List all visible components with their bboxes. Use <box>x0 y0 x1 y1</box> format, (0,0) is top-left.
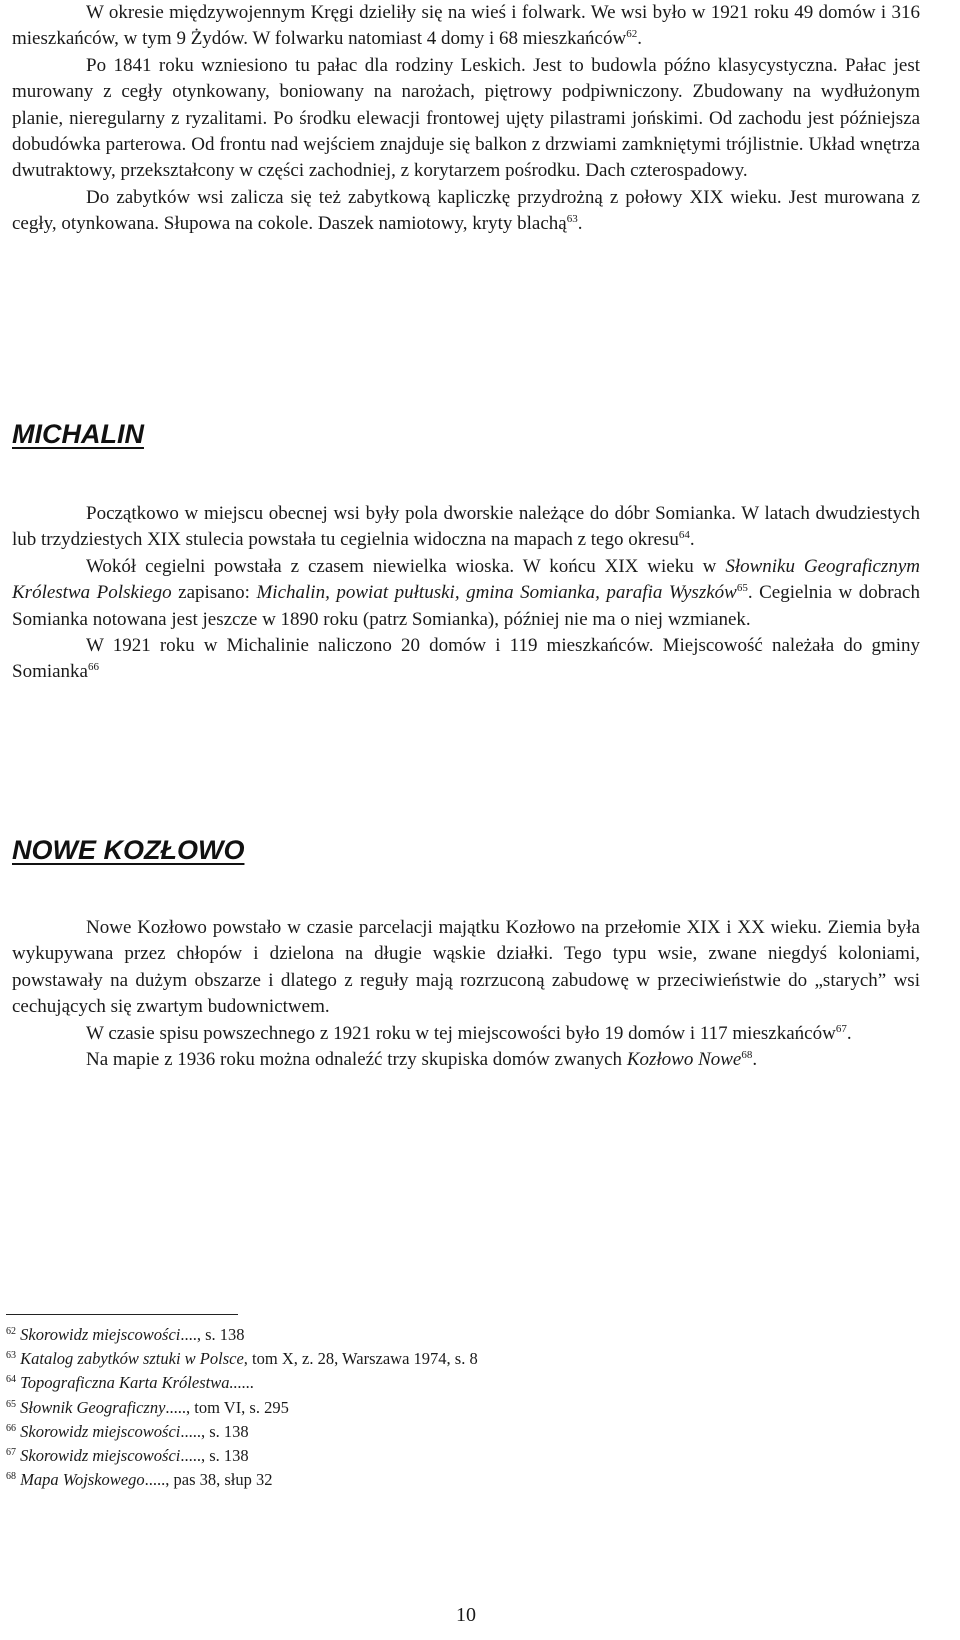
footnote-number: 68 <box>6 1471 16 1483</box>
footnote-ref[interactable]: 65 <box>736 582 748 595</box>
paragraph-text: . <box>637 28 642 50</box>
footnote-title: Mapa Wojskowego <box>20 1470 145 1490</box>
footnotes <box>6 1323 906 1492</box>
paragraph-text: Do zabytków wsi zalicza się też zabytkową kapliczkę przydrożną z połowy XIX wieku. Jest murowana z cegły, otynkowana. Słupowa na cokole. Daszek namiotowy, kryty blachą <box>12 186 920 235</box>
paragraph-text: W 1921 roku w Michalinie naliczono 20 domów i 119 mieszkańców. Miejscowość należała do gminy Somianka <box>12 635 920 683</box>
footnote-title: Skorowidz miejscowości <box>20 1325 181 1344</box>
footnote-title: Skorowidz miejscowości <box>20 1421 181 1441</box>
footnote-item <box>6 1396 906 1420</box>
footnote-text: ....., pas 38, słup 32 <box>144 1470 273 1490</box>
footnote-item <box>6 1444 906 1468</box>
paragraph-text: . Cegielnia w dobrach Somianka notowana jest jeszcze w 1890 roku (patrz Somianka), później nie ma o niej wzmianek. <box>12 582 920 630</box>
section-krегi-continuation <box>12 0 920 238</box>
paragraph: Nowe Kozłowo powstało w czasie parcelacji majątku Kozłowo na przełomie XIX i XX wieku. Ziemia była wykupywana przez chłopów i dzielona na długie wąskie działki. Tego typu wsie, zwane niegdyś koloniami, powstawały na dużym obszarze i dlatego z reguły mają rozrzuconą zabudowę w przeciwieństwie do „starych” wsi cechujących się zwartym budownictwem. <box>12 917 920 1018</box>
page-number: 10 <box>456 1604 476 1626</box>
footnote-title: Skorowidz miejscowości <box>20 1446 181 1466</box>
footnote-divider <box>6 1314 238 1315</box>
footnote-title: Topograficzna Karta Królestwa...... <box>20 1373 255 1393</box>
paragraph-text: Wokół cegielni powstała z czasem niewielka wioska. W końcu XIX wieku w <box>86 555 726 577</box>
paragraph-text: . <box>689 529 695 551</box>
footnote-title: Słownik Geograficzny <box>20 1397 166 1417</box>
paragraph-text: Na mapie z 1936 roku można odnaleźć trzy skupiska domów zwanych <box>86 1049 627 1071</box>
italic-quote: Michalin, powiat pułtuski, gmina Somianka, parafia Wyszków <box>256 582 737 604</box>
footnote-number: 65 <box>6 1398 16 1410</box>
footnote-number: 63 <box>6 1350 16 1362</box>
footnote-item <box>6 1323 906 1347</box>
paragraph-text: Początkowo w miejscu obecnej wsi były pola dworskie należące do dóbr Somianka. W latach dwudziestych lub trzydziestych XIX stulecia powstała tu cegielnia widoczna na mapach z tego okresu <box>12 503 920 551</box>
footnote-ref[interactable]: 62 <box>626 28 638 41</box>
footnote-ref[interactable]: 68 <box>741 1049 753 1062</box>
footnote-ref[interactable]: 64 <box>678 529 690 542</box>
footnote-number: 64 <box>6 1374 16 1386</box>
paragraph <box>12 554 920 633</box>
footnote-number: 67 <box>6 1447 16 1459</box>
paragraph-text: . <box>752 1049 758 1071</box>
paragraph <box>12 501 920 554</box>
italic-title: Słowniku Geograficznym Królestwa Polskiego <box>12 555 920 604</box>
paragraph-text: zapisano: <box>171 582 257 604</box>
footnote-ref[interactable]: 63 <box>566 213 578 226</box>
paragraph-text: W okresie międzywojennym Kręgi dzieliły się na wieś i folwark. We wsi było w 1921 roku 49 domów i 316 mieszkańców, w tym 9 Żydów. W folwarku natomiast 4 domy i 68 mieszkańców <box>12 2 920 50</box>
footnote-text: ....., tom VI, s. 295 <box>165 1397 289 1417</box>
paragraph <box>12 185 920 238</box>
footnote-ref[interactable]: 67 <box>835 1022 847 1035</box>
section-nowe-kozlowo <box>12 915 920 1073</box>
footnote-text: ...., s. 138 <box>180 1325 245 1344</box>
paragraph <box>12 0 920 53</box>
footnote-item <box>6 1371 906 1395</box>
footnote-ref[interactable]: 66 <box>88 661 99 674</box>
section-heading-nowe-kozlowo: NOWE KOZŁOWO <box>12 835 245 865</box>
footnote-title: Katalog zabytków sztuki w Polsce <box>20 1349 244 1369</box>
footnote-item <box>6 1347 906 1371</box>
section-michalin <box>12 501 920 686</box>
footnote-text: ....., s. 138 <box>180 1421 249 1441</box>
footnote-text: , tom X, z. 28, Warszawa 1974, s. 8 <box>243 1349 478 1369</box>
footnote-number: 62 <box>6 1326 16 1337</box>
footnote-item <box>6 1420 906 1444</box>
paragraph <box>12 633 920 686</box>
paragraph: Po 1841 roku wzniesiono tu pałac dla rodziny Leskich. Jest to budowla późno klasycystyczna. Pałac jest murowany z cegły otynkowany, boniowany na narożach, piętrowy podpiwniczony. Zbudowany na wydłużonym planie, nieregularny z ryzalitami. Po środku elewacji frontowej ujęty pilastrami jońskimi. Od zachodu jest późniejsza dobudówka parterowa. Od frontu nad wejściem znajduje się balkon z drzwiami zamkniętymi trójlistnie. Układ wnętrza dwutraktowy, przekształcony w części zachodniej, z korytarzem pośrodku. Dach czterospadowy. <box>12 54 920 182</box>
paragraph-text: . <box>846 1022 852 1044</box>
paragraph-text: . <box>577 213 583 235</box>
italic-name: Kozłowo Nowe <box>626 1049 742 1071</box>
footnote-item <box>6 1468 906 1492</box>
section-heading-michalin: MICHALIN <box>12 419 144 449</box>
footnote-number: 66 <box>6 1422 16 1434</box>
paragraph <box>12 1021 920 1047</box>
paragraph <box>12 1047 920 1073</box>
paragraph-text: W czasie spisu powszechnego z 1921 roku w tej miejscowości było 19 domów i 117 mieszkańców <box>86 1022 836 1044</box>
footnote-text: ....., s. 138 <box>180 1446 249 1466</box>
